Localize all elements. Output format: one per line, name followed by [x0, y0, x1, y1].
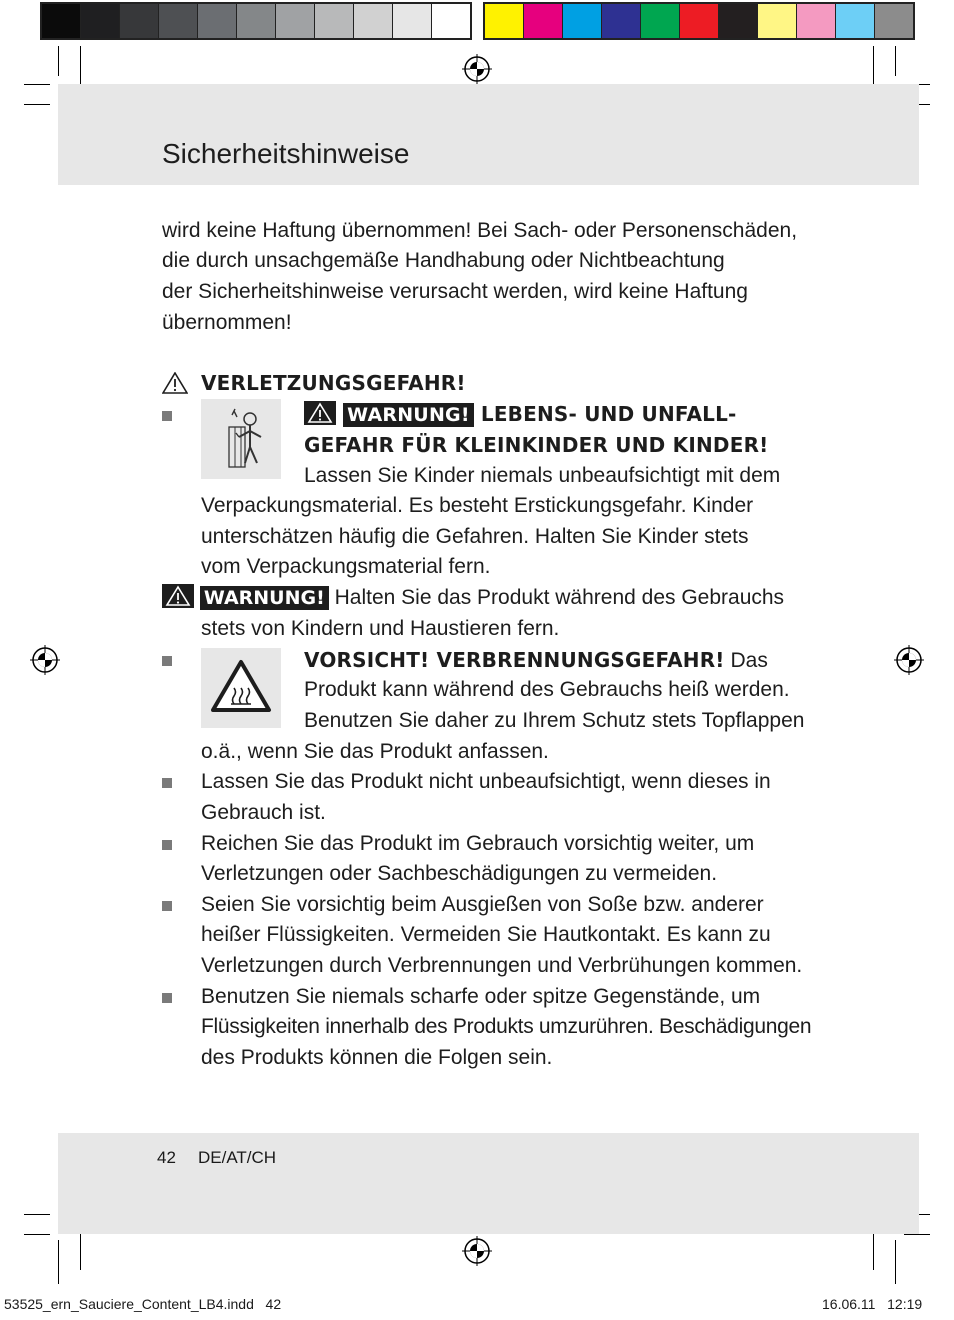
list-bullet: [162, 901, 172, 911]
intro-line: wird keine Haftung übernommen! Bei Sach- oder Personenschäden,: [162, 219, 798, 242]
process-color-bar: [483, 2, 915, 40]
color-swatch: [393, 4, 432, 38]
registration-mark-icon: [462, 1236, 492, 1266]
item1-line: unterschätzen häufig die Gefahren. Halten Sie Kinder stets: [201, 525, 749, 548]
list-item-line: Lassen Sie das Produkt nicht unbeaufsichtigt, wenn dieses in: [201, 770, 771, 793]
warning-triangle-icon: [162, 372, 188, 394]
list-bullet: [162, 411, 172, 421]
item3-line: o.ä., wenn Sie das Produkt anfassen.: [201, 740, 549, 763]
color-swatch: [524, 4, 563, 38]
list-item-line: Reichen Sie das Produkt im Gebrauch vorsichtig weiter, um: [201, 832, 755, 855]
item2-line2: stets von Kindern und Haustieren fern.: [201, 617, 560, 640]
list-item-line: Flüssigkeiten innerhalb des Produkts umzurühren. Beschädigungen: [201, 1015, 812, 1038]
page-title: Sicherheitshinweise: [162, 138, 410, 169]
color-swatch: [758, 4, 797, 38]
list-item-line: Verletzungen durch Verbrennungen und Verbrühungen kommen.: [201, 954, 803, 977]
crop-mark: [80, 1230, 81, 1270]
list-bullet: [162, 778, 172, 788]
item1-heading: [304, 399, 737, 430]
intro-line: die durch unsachgemäße Handhabung oder Nichtbeachtung: [162, 249, 725, 272]
child-danger-icon: [201, 399, 281, 479]
list-item-line: Seien Sie vorsichtig beim Ausgießen von Soße bzw. anderer: [201, 893, 764, 916]
color-swatch: [81, 4, 120, 38]
crop-mark: [895, 46, 896, 76]
print-datetime: 16.06.11 12:19: [822, 1296, 923, 1312]
item1-line: Verpackungsmaterial. Es besteht Erstickungsgefahr. Kinder: [201, 494, 754, 517]
injury-heading: VERLETZUNGSGEFAHR!: [201, 371, 466, 395]
color-swatch: [432, 4, 470, 38]
crop-mark: [895, 1240, 896, 1284]
item1-line: Lassen Sie Kinder niemals unbeaufsichtigt mit dem: [304, 464, 781, 487]
color-swatch: [641, 4, 680, 38]
color-swatch: [237, 4, 276, 38]
crop-mark: [24, 1234, 50, 1235]
color-swatch: [797, 4, 836, 38]
color-swatch: [485, 4, 524, 38]
item1-heading-line2: GEFAHR FÜR KLEINKINDER UND KINDER!: [304, 433, 769, 457]
color-swatch: [680, 4, 719, 38]
hot-surface-icon: [201, 648, 281, 728]
list-item-line: Gebrauch ist.: [201, 801, 326, 824]
registration-mark-icon: [462, 54, 492, 84]
warning-tag: WARNUNG!: [200, 586, 329, 610]
item2-line: [162, 583, 784, 614]
grayscale-color-bar: [40, 2, 472, 40]
item3-line: Produkt kann während des Gebrauchs heiß werden.: [304, 678, 790, 701]
warning-triangle-icon: [304, 401, 336, 425]
list-item-line: heißer Flüssigkeiten. Vermeiden Sie Hautkontakt. Es kann zu: [201, 923, 771, 946]
item3-lead: Das: [730, 649, 768, 672]
print-file-info: 53525_ern_Sauciere_Content_LB4.indd 42: [4, 1296, 282, 1312]
crop-mark: [904, 1234, 930, 1235]
page-number: 42: [157, 1148, 176, 1167]
warning-tag: WARNUNG!: [343, 403, 474, 427]
color-swatch: [42, 4, 81, 38]
page-language: DE/AT/CH: [198, 1148, 277, 1167]
item3-line: Benutzen Sie daher zu Ihrem Schutz stets Topflappen: [304, 709, 805, 732]
intro-line: übernommen!: [162, 311, 292, 334]
intro-line: der Sicherheitshinweise verursacht werden, wird keine Haftung: [162, 280, 748, 303]
list-bullet: [162, 993, 172, 1003]
list-item-line: Benutzen Sie niemals scharfe oder spitze Gegenstände, um: [201, 985, 761, 1008]
color-swatch: [315, 4, 354, 38]
color-swatch: [563, 4, 602, 38]
registration-mark-icon: [894, 645, 924, 675]
color-swatch: [354, 4, 393, 38]
crop-mark: [873, 1230, 874, 1270]
list-item-line: des Produkts können die Folgen sein.: [201, 1046, 553, 1069]
crop-mark: [24, 84, 50, 85]
color-swatch: [198, 4, 237, 38]
crop-mark: [24, 104, 50, 105]
item2-text: Halten Sie das Produkt während des Gebrauchs: [334, 586, 785, 609]
color-swatch: [159, 4, 198, 38]
warning-triangle-icon: [162, 584, 194, 608]
crop-mark: [873, 46, 874, 88]
color-swatch: [836, 4, 875, 38]
item1-heading-line1: LEBENS- UND UNFALL-: [480, 402, 737, 426]
color-swatch: [602, 4, 641, 38]
crop-mark: [58, 46, 59, 76]
item1-line: vom Verpackungsmaterial fern.: [201, 555, 491, 578]
color-swatch: [875, 4, 913, 38]
color-swatch: [719, 4, 758, 38]
list-bullet: [162, 656, 172, 666]
item3-heading: VORSICHT! VERBRENNUNGSGEFAHR!: [304, 648, 725, 672]
registration-mark-icon: [30, 645, 60, 675]
crop-mark: [24, 1214, 50, 1215]
list-bullet: [162, 840, 172, 850]
color-swatch: [276, 4, 315, 38]
list-item-line: Verletzungen oder Sachbeschädigungen zu vermeiden.: [201, 862, 718, 885]
footer-band: [58, 1133, 919, 1234]
crop-mark: [58, 1240, 59, 1284]
color-swatch: [120, 4, 159, 38]
crop-mark: [80, 46, 81, 88]
item3-heading-line: [304, 645, 768, 677]
